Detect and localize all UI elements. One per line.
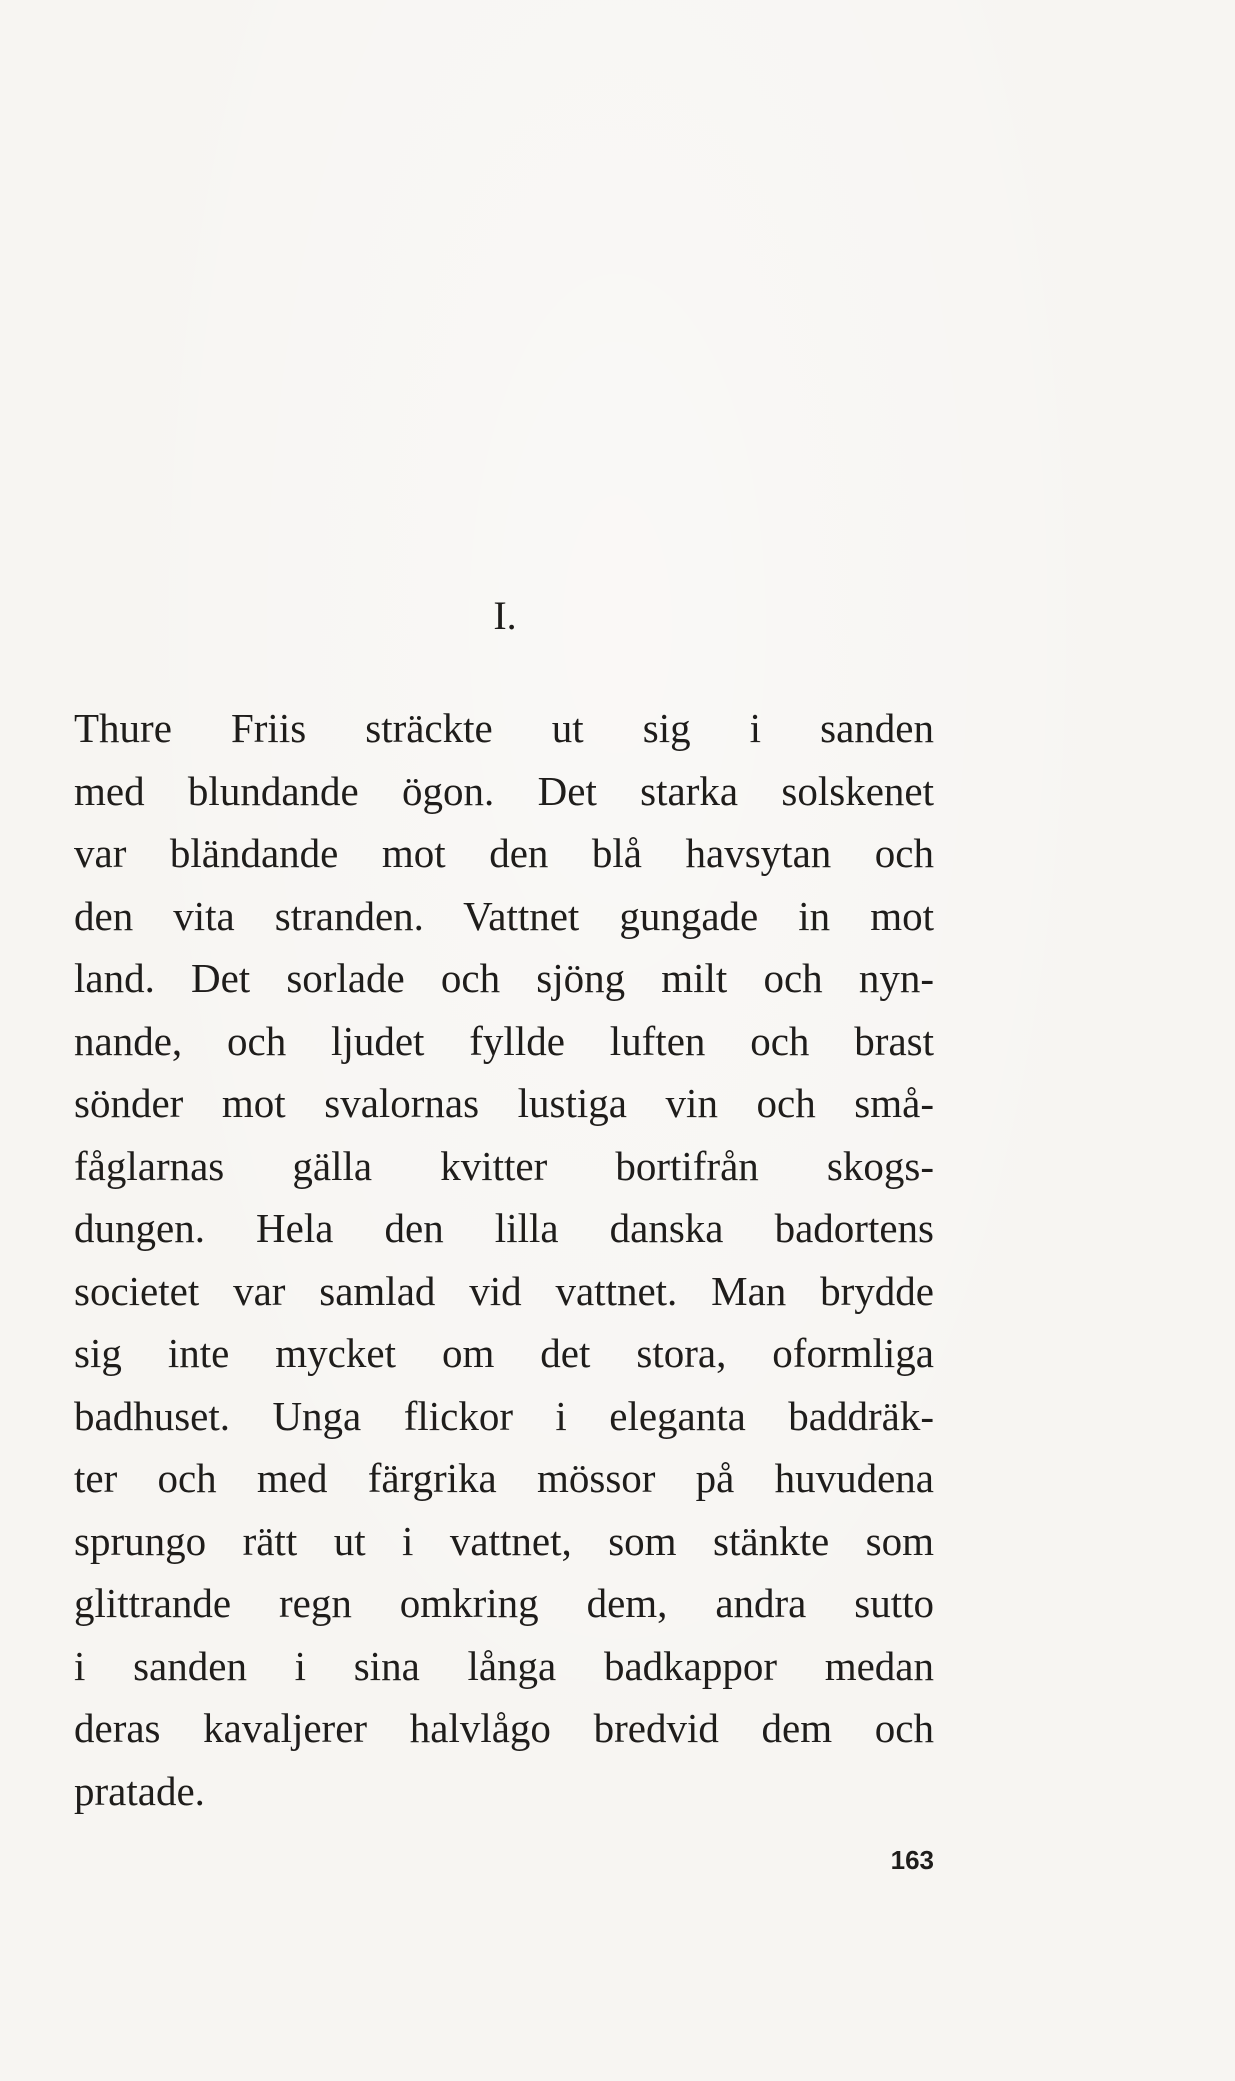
text-line: sig inte mycket om det stora, oformliga bbox=[74, 1330, 934, 1376]
text-line: i sanden i sina långa badkappor medan bbox=[74, 1642, 934, 1689]
text-line: pratade. bbox=[74, 1767, 205, 1814]
text-line: den vita stranden. Vattnet gungade in mot bbox=[74, 892, 934, 939]
text-line: badhuset. Unga flickor i eleganta baddräk- bbox=[74, 1392, 934, 1439]
text-line: sprungo rätt ut i vattnet, som stänkte som bbox=[74, 1517, 934, 1564]
text-line: Thure Friis sträckte ut sig i sanden bbox=[74, 705, 934, 751]
text-line: societet var samlad vid vattnet. Man brydde bbox=[74, 1267, 934, 1314]
text-line: deras kavaljerer halvlågo bredvid dem och bbox=[74, 1705, 934, 1751]
text-line: med blundande ögon. Det starka solskenet bbox=[74, 767, 934, 814]
text-line: glittrande regn omkring dem, andra sutto bbox=[74, 1580, 934, 1626]
chapter-heading: I. bbox=[493, 593, 517, 638]
body-text bbox=[74, 697, 934, 1822]
text-line: fåglarnas gälla kvitter bortifrån skogs- bbox=[74, 1142, 934, 1189]
text-line: dungen. Hela den lilla danska badortens bbox=[74, 1205, 934, 1251]
text-line: nande, och ljudet fyllde luften och brast bbox=[74, 1017, 934, 1064]
text-line: ter och med färgrika mössor på huvudena bbox=[74, 1455, 934, 1501]
text-line: var bländande mot den blå havsytan och bbox=[74, 830, 934, 876]
text-line: sönder mot svalornas lustiga vin och små- bbox=[74, 1080, 934, 1126]
text-line: land. Det sorlade och sjöng milt och nyn- bbox=[74, 955, 934, 1001]
page-number: 163 bbox=[890, 1845, 934, 1875]
